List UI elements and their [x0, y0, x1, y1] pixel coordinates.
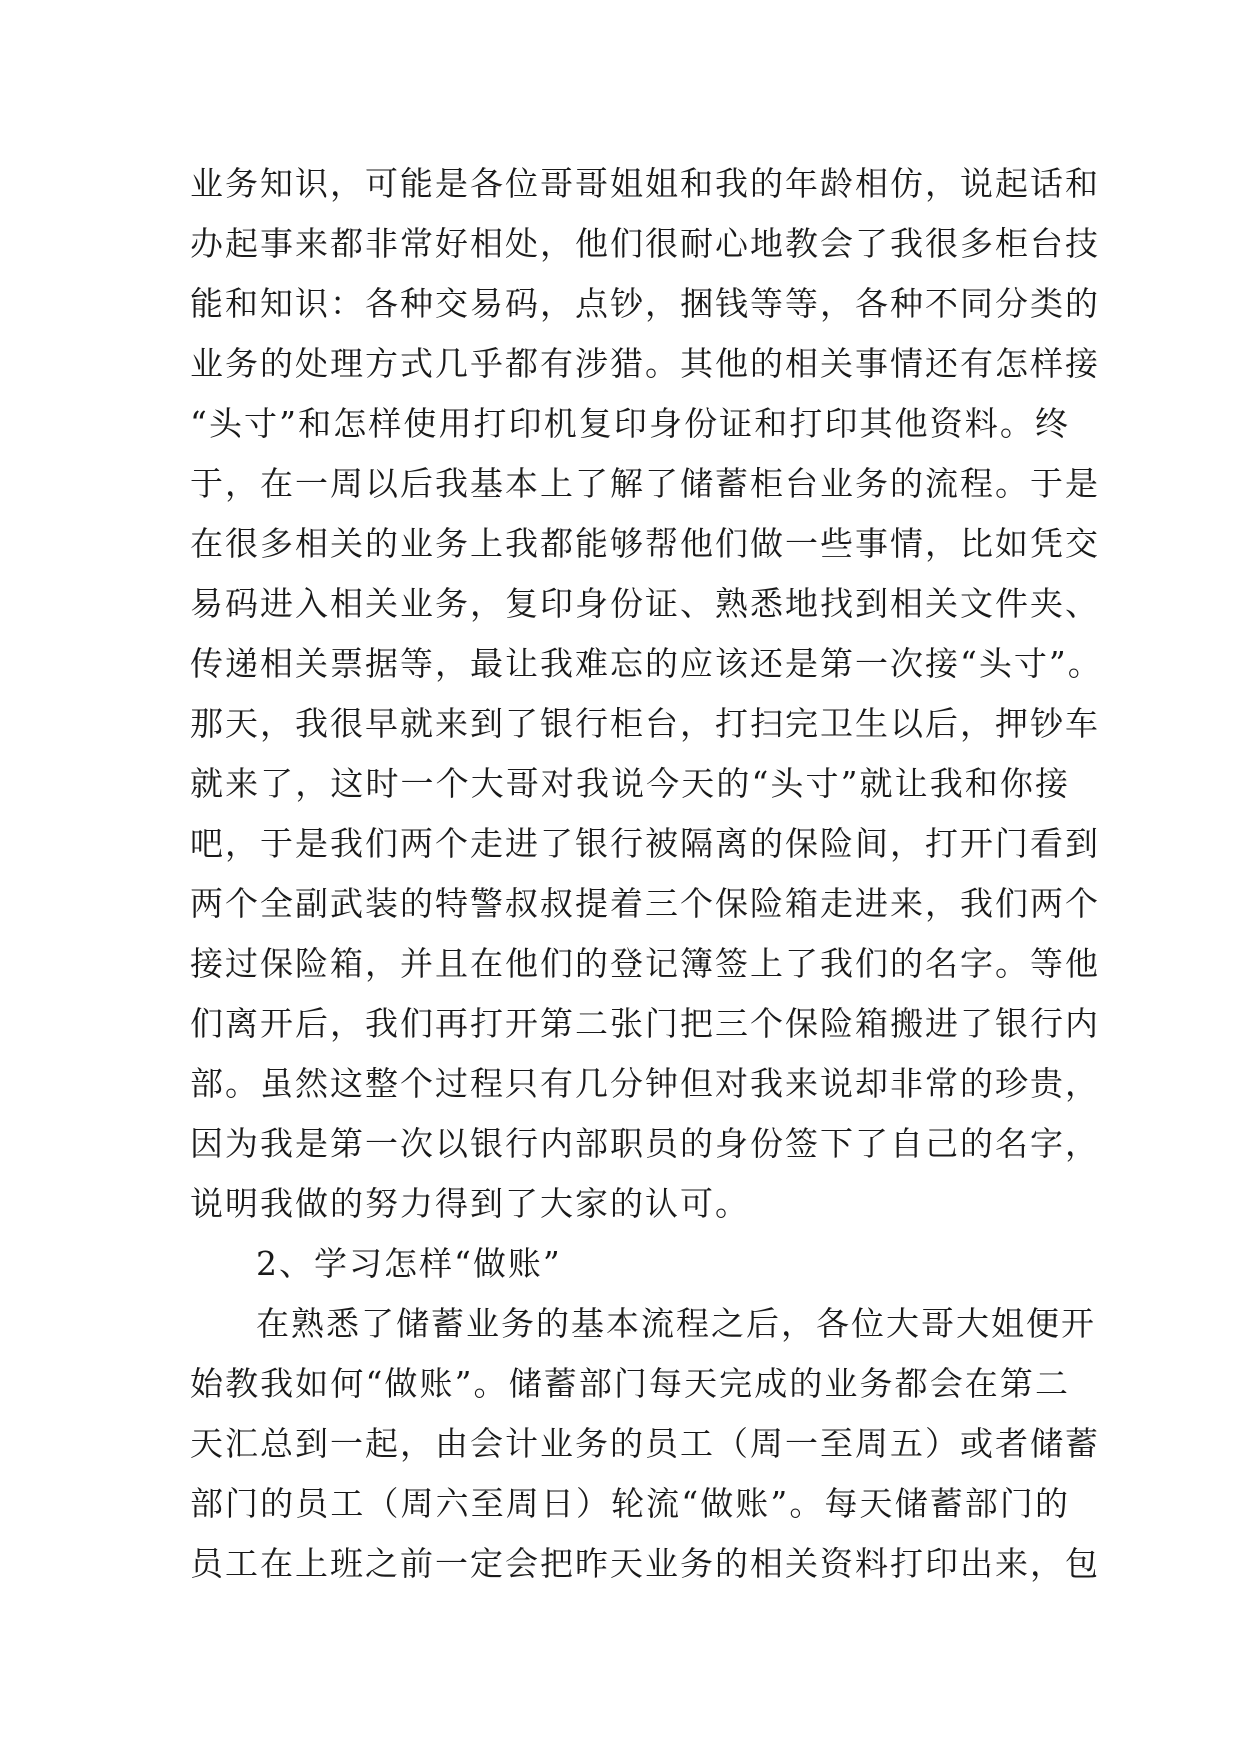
document-body [190, 154, 1103, 1594]
text-line: 两个全副武装的特警叔叔提着三个保险箱走进来，我们两个 [190, 884, 1100, 923]
text-line: “头寸”和怎样使用打印机复印身份证和打印其他资料。终 [190, 404, 1070, 443]
text-line: 始教我如何“做账”。储蓄部门每天完成的业务都会在第二 [190, 1364, 1070, 1403]
text-line: 天汇总到一起，由会计业务的员工（周一至周五）或者储蓄 [190, 1424, 1100, 1463]
text-line: 易码进入相关业务，复印身份证、熟悉地找到相关文件夹、 [190, 584, 1100, 623]
text-line: 业务的处理方式几乎都有涉猎。其他的相关事情还有怎样接 [190, 344, 1100, 383]
text-line: 在熟悉了储蓄业务的基本流程之后，各位大哥大姐便开 [256, 1304, 1096, 1343]
text-line: 业务知识，可能是各位哥哥姐姐和我的年龄相仿，说起话和 [190, 164, 1100, 203]
text-line: 就来了，这时一个大哥对我说今天的“头寸”就让我和你接 [190, 764, 1070, 803]
text-line: 部门的员工（周六至周日）轮流“做账”。每天储蓄部门的 [190, 1484, 1070, 1523]
text-line: 传递相关票据等，最让我难忘的应该还是第一次接“头寸”。 [190, 644, 1103, 683]
text-line: 能和知识：各种交易码，点钞，捆钱等等，各种不同分类的 [190, 284, 1100, 323]
text-line: 们离开后，我们再打开第二张门把三个保险箱搬进了银行内 [190, 1004, 1100, 1043]
text-line: 于，在一周以后我基本上了解了储蓄柜台业务的流程。于是 [190, 464, 1100, 503]
text-line: 说明我做的努力得到了大家的认可。 [190, 1184, 750, 1223]
section-heading: 2、学习怎样“做账” [256, 1244, 562, 1283]
text-line: 接过保险箱，并且在他们的登记簿签上了我们的名字。等他 [190, 944, 1100, 983]
text-line: 因为我是第一次以银行内部职员的身份签下了自己的名字， [190, 1124, 1100, 1163]
text-line: 在很多相关的业务上我都能够帮他们做一些事情，比如凭交 [190, 524, 1100, 563]
text-line: 那天，我很早就来到了银行柜台，打扫完卫生以后，押钞车 [190, 704, 1100, 743]
text-line: 部。虽然这整个过程只有几分钟但对我来说却非常的珍贵， [190, 1064, 1100, 1103]
text-line: 办起事来都非常好相处，他们很耐心地教会了我很多柜台技 [190, 224, 1100, 263]
text-line: 吧，于是我们两个走进了银行被隔离的保险间，打开门看到 [190, 824, 1100, 863]
text-line: 员工在上班之前一定会把昨天业务的相关资料打印出来，包 [190, 1544, 1100, 1583]
